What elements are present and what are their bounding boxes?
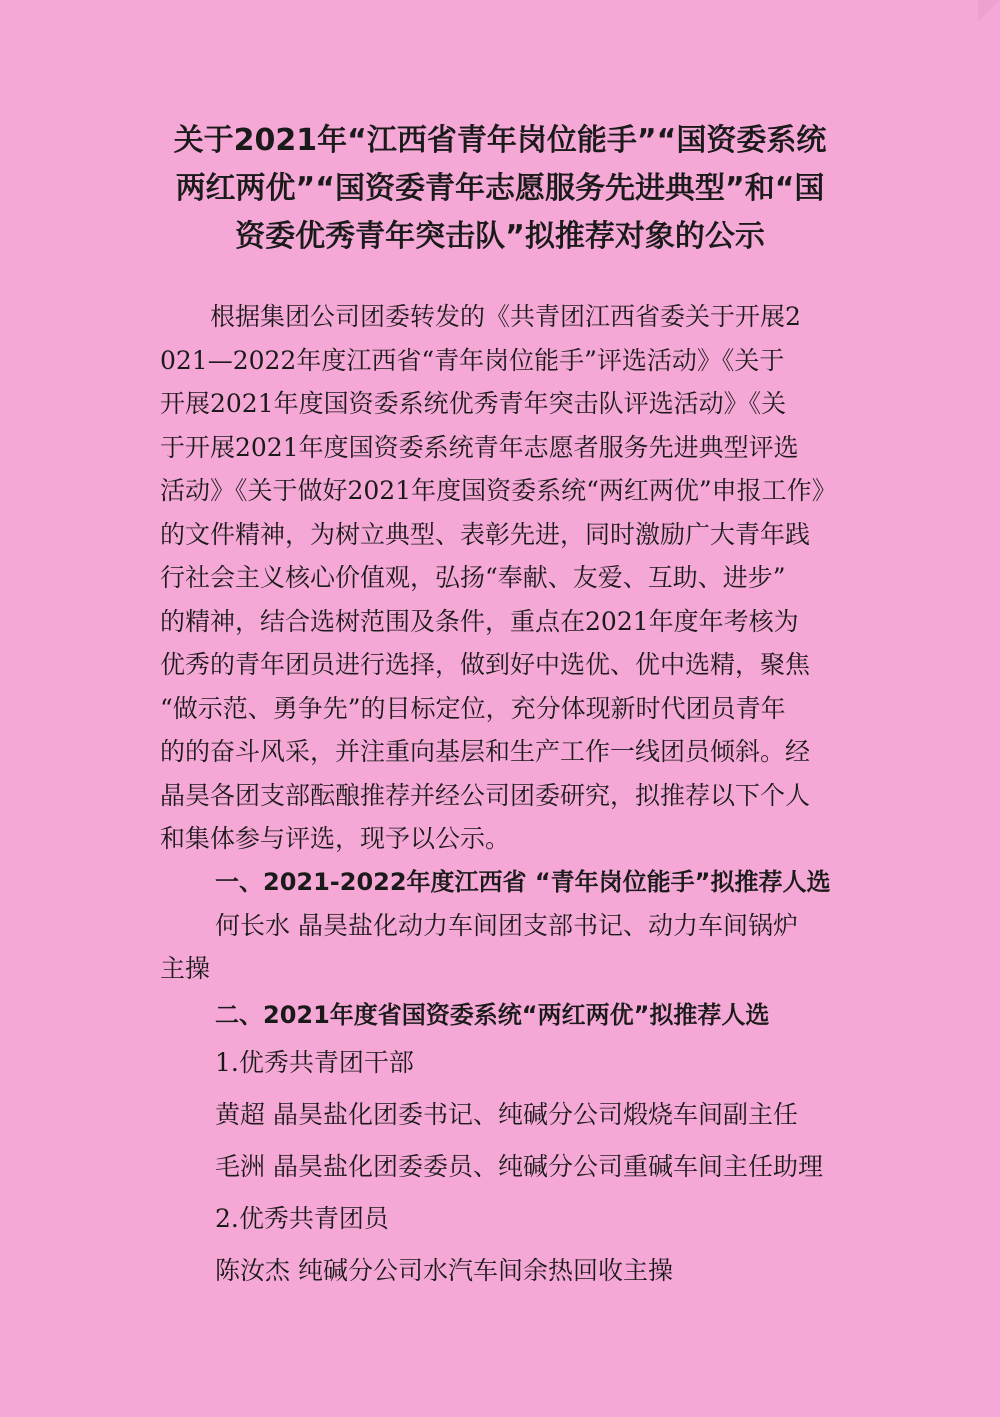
- intro-line: 的的奋斗风采，并注重向基层和生产工作一线团员倾斜。经: [160, 737, 811, 766]
- intro-line: 活动》《关于做好2021年度国资委系统“两红两优”申报工作》: [160, 476, 837, 505]
- section-1-heading: 一、2021-2022年度江西省 “青年岗位能手”拟推荐人选: [215, 867, 831, 896]
- intro-line: 优秀的青年团员进行选择，做到好中选优、优中选精，聚焦: [160, 650, 811, 679]
- document-body: [160, 295, 850, 1297]
- title-line-1: 关于2021年“江西省青年岗位能手”“国资委系统: [173, 123, 827, 158]
- section-2-entry: 陈汝杰 纯碱分公司水汽车间余热回收主操: [215, 1255, 673, 1285]
- section-2-subheading-1: 1.优秀共青团干部: [215, 1047, 414, 1077]
- page-corner-fold: [978, 0, 1000, 22]
- intro-line: 行社会主义核心价值观，弘扬“奉献、友爱、互助、进步”: [160, 563, 786, 592]
- intro-line: 根据集团公司团委转发的《共青团江西省委关于开展2: [210, 302, 801, 331]
- intro-line: 的精神，结合选树范围及条件，重点在2021年度年考核为: [160, 606, 799, 636]
- section-1-entry-continued: 主操: [160, 953, 211, 983]
- document-title: [150, 117, 850, 261]
- section-2-entry: 黄超 晶昊盐化团委书记、纯碱分公司煅烧车间副主任: [215, 1099, 798, 1129]
- intro-line: 和集体参与评选，现予以公示。: [160, 824, 511, 853]
- section-2-subheading-2: 2.优秀共青团员: [215, 1203, 389, 1233]
- intro-line: 开展2021年度国资委系统优秀青年突击队评选活动》《关: [160, 389, 787, 418]
- title-line-3: 资委优秀青年突击队”拟推荐对象的公示: [235, 219, 765, 254]
- section-2-entry: 毛洲 晶昊盐化团委委员、纯碱分公司重碱车间主任助理: [215, 1151, 823, 1181]
- intro-line: 晶昊各团支部酝酿推荐并经公司团委研究，拟推荐以下个人: [160, 780, 811, 810]
- section-1-entry: 何长水 晶昊盐化动力车间团支部书记、动力车间锅炉: [215, 910, 798, 940]
- intro-line: 于开展2021年度国资委系统青年志愿者服务先进典型评选: [160, 432, 799, 462]
- intro-paragraph: [160, 295, 850, 861]
- section-2-heading: 二、2021年度省国资委系统“两红两优”拟推荐人选: [215, 1000, 770, 1029]
- title-line-2: 两红两优”“国资委青年志愿服务先进典型”和“国: [175, 171, 825, 206]
- intro-line: “做示范、勇争先”的目标定位，充分体现新时代团员青年: [160, 693, 786, 723]
- intro-line: 021—2022年度江西省“青年岗位能手”评选活动》《关于: [160, 345, 785, 375]
- intro-line: 的文件精神，为树立典型、表彰先进，同时激励广大青年践: [160, 519, 811, 549]
